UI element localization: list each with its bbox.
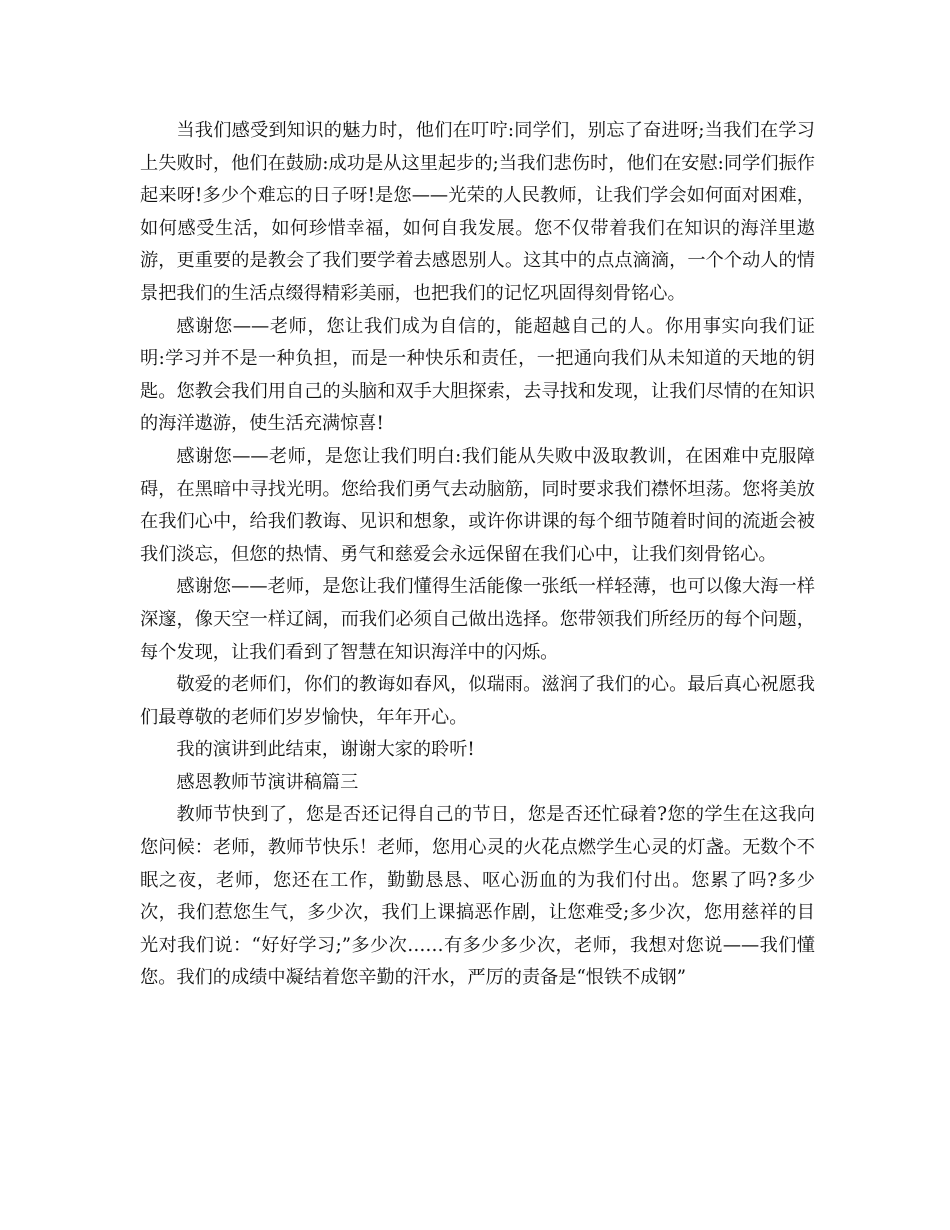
paragraph: 我的演讲到此结束，谢谢大家的聆听! xyxy=(176,739,475,761)
section-title: 感恩教师节演讲稿篇三 xyxy=(176,771,359,793)
paragraph: 感谢您——老师，是您让我们明白:我们能从失败中汲取教训，在困难中克服障碍，在黑暗中寻找光明。您给我们勇气去动脑筋，同时要求我们襟怀坦荡。您将美放在我们心中，给我们教诲、见识和想象，或许你讲课的每个细节随着时间的流逝会被我们淡忘，但您的热情、勇气和慈爱会永远保留在我们心中，让我们刻骨铭心。 xyxy=(140,445,815,565)
paragraph: 当我们感受到知识的魅力时，他们在叮咛:同学们，别忘了奋进呀;当我们在学习上失败时，他们在鼓励:成功是从这里起步的;当我们悲伤时，他们在安慰:同学们振作起来呀!多少个难忘的日子呀!是您——光荣的人民教师，让我们学会如何面对困难，如何感受生活，如何珍惜幸福，如何自我发展。您不仅带着我们在知识的海洋里遨游，更重要的是教会了我们要学着去感恩别人。这其中的点点滴滴，一个个动人的情景把我们的生活点缀得精彩美丽，也把我们的记忆巩固得刻骨铭心。 xyxy=(140,120,815,304)
paragraph: 感谢您——老师，您让我们成为自信的，能超越自己的人。你用事实向我们证明:学习并不是一种负担，而是一种快乐和责任，一把通向我们从未知道的天地的钥匙。您教会我们用自己的头脑和双手大胆探索，去寻找和发现，让我们尽情的在知识的海洋遨游，使生活充满惊喜! xyxy=(140,315,815,435)
paragraph: 感谢您——老师，是您让我们懂得生活能像一张纸一样轻薄，也可以像大海一样深邃，像天空一样辽阔，而我们必须自己做出选择。您带领我们所经历的每个问题，每个发现，让我们看到了智慧在知识海洋中的闪烁。 xyxy=(140,576,815,663)
document-page xyxy=(140,115,815,995)
paragraph: 教师节快到了，您是否还记得自己的节日，您是否还忙碌着?您的学生在这我向您问候：老师，教师节快乐！老师，您用心灵的火花点燃学生心灵的灯盏。无数个不眠之夜，老师，您还在工作，勤勤恳恳、呕心沥血的为我们付出。您累了吗?多少次，我们惹您生气，多少次，我们上课搞恶作剧，让您难受;多少次，您用慈祥的目光对我们说：“好好学习;”多少次……有多少多少次，老师，我想对您说——我们懂您。我们的成绩中凝结着您辛勤的汗水，严厉的责备是“恨铁不成钢” xyxy=(140,804,815,989)
paragraph: 敬爱的老师们，你们的教诲如春风，似瑞雨。滋润了我们的心。最后真心祝愿我们最尊敬的老师们岁岁愉快，年年开心。 xyxy=(140,674,815,728)
